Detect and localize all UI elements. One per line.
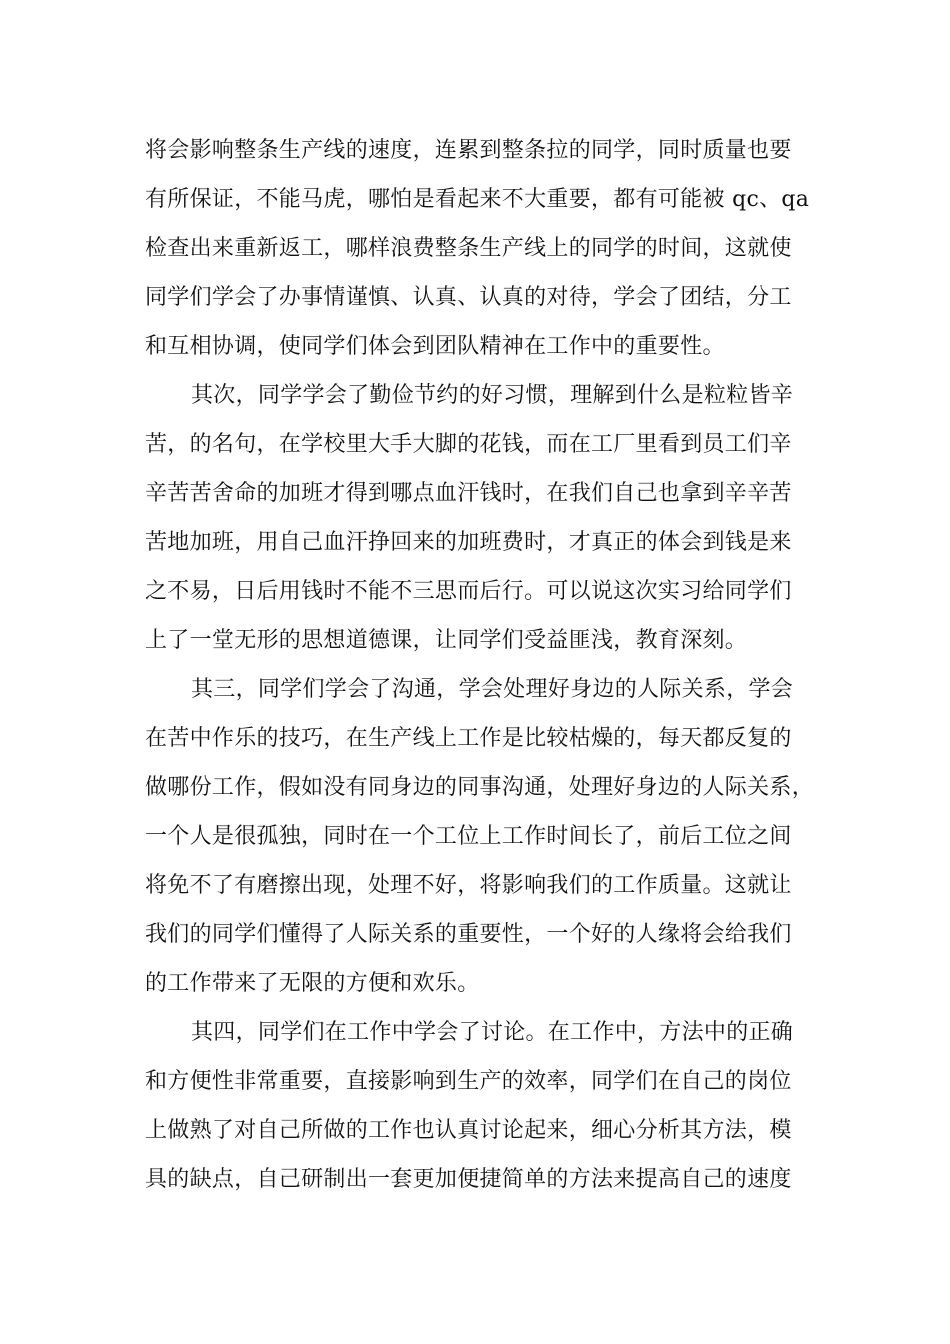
text-line: 将免不了有磨擦出现，处理不好，将影响我们的工作质量。这就让	[145, 873, 792, 898]
text-line: 和互相协调，使同学们体会到团队精神在工作中的重要性。	[145, 334, 725, 359]
paragraph-start-line: 其三，同学们学会了沟通，学会处理好身边的人际关系，学会	[191, 677, 794, 702]
text-line: 我们的同学们懂得了人际关系的重要性，一个好的人缘将会给我们	[145, 922, 792, 947]
text-line: 将会影响整条生产线的速度，连累到整条拉的同学，同时质量也要	[145, 138, 792, 163]
text-line: 的工作带来了无限的方便和欢乐。	[145, 971, 480, 996]
text-line: 做哪份工作，假如没有同身边的同事沟通，处理好身边的人际关系，	[145, 775, 815, 800]
text-line: 和方便性非常重要，直接影响到生产的效率，同学们在自己的岗位	[145, 1069, 792, 1094]
text-line: 在苦中作乐的技巧，在生产线上工作是比较枯燥的，每天都反复的	[145, 726, 792, 751]
text-line: 苦，的名句，在学校里大手大脚的花钱，而在工厂里看到员工们辛	[145, 432, 792, 457]
text-line: 同学们学会了办事情谨慎、认真、认真的对待，学会了团结，分工	[145, 285, 792, 310]
text-line: 有所保证，不能马虎，哪怕是看起来不大重要，都有可能被 qc、qa	[145, 187, 810, 212]
text-line: 一个人是很孤独，同时在一个工位上工作时间长了，前后工位之间	[145, 824, 792, 849]
text-line: 辛苦苦舍命的加班才得到哪点血汗钱时，在我们自己也拿到辛辛苦	[145, 481, 792, 506]
text-line: 检查出来重新返工，哪样浪费整条生产线上的同学的时间，这就使	[145, 236, 792, 261]
text-line: 上了一堂无形的思想道德课，让同学们受益匪浅，教育深刻。	[145, 628, 748, 653]
text-line: 之不易，日后用钱时不能不三思而后行。可以说这次实习给同学们	[145, 579, 792, 604]
body-text	[145, 126, 815, 1204]
paragraph-start-line: 其四，同学们在工作中学会了讨论。在工作中，方法中的正确	[191, 1020, 794, 1045]
paragraph-start-line: 其次，同学学会了勤俭节约的好习惯，理解到什么是粒粒皆辛	[191, 383, 794, 408]
text-line: 苦地加班，用自己血汗挣回来的加班费时，才真正的体会到钱是来	[145, 530, 792, 555]
text-line: 上做熟了对自己所做的工作也认真讨论起来，细心分析其方法，模	[145, 1118, 792, 1143]
text-line: 具的缺点，自己研制出一套更加便捷简单的方法来提高自己的速度	[145, 1167, 792, 1192]
